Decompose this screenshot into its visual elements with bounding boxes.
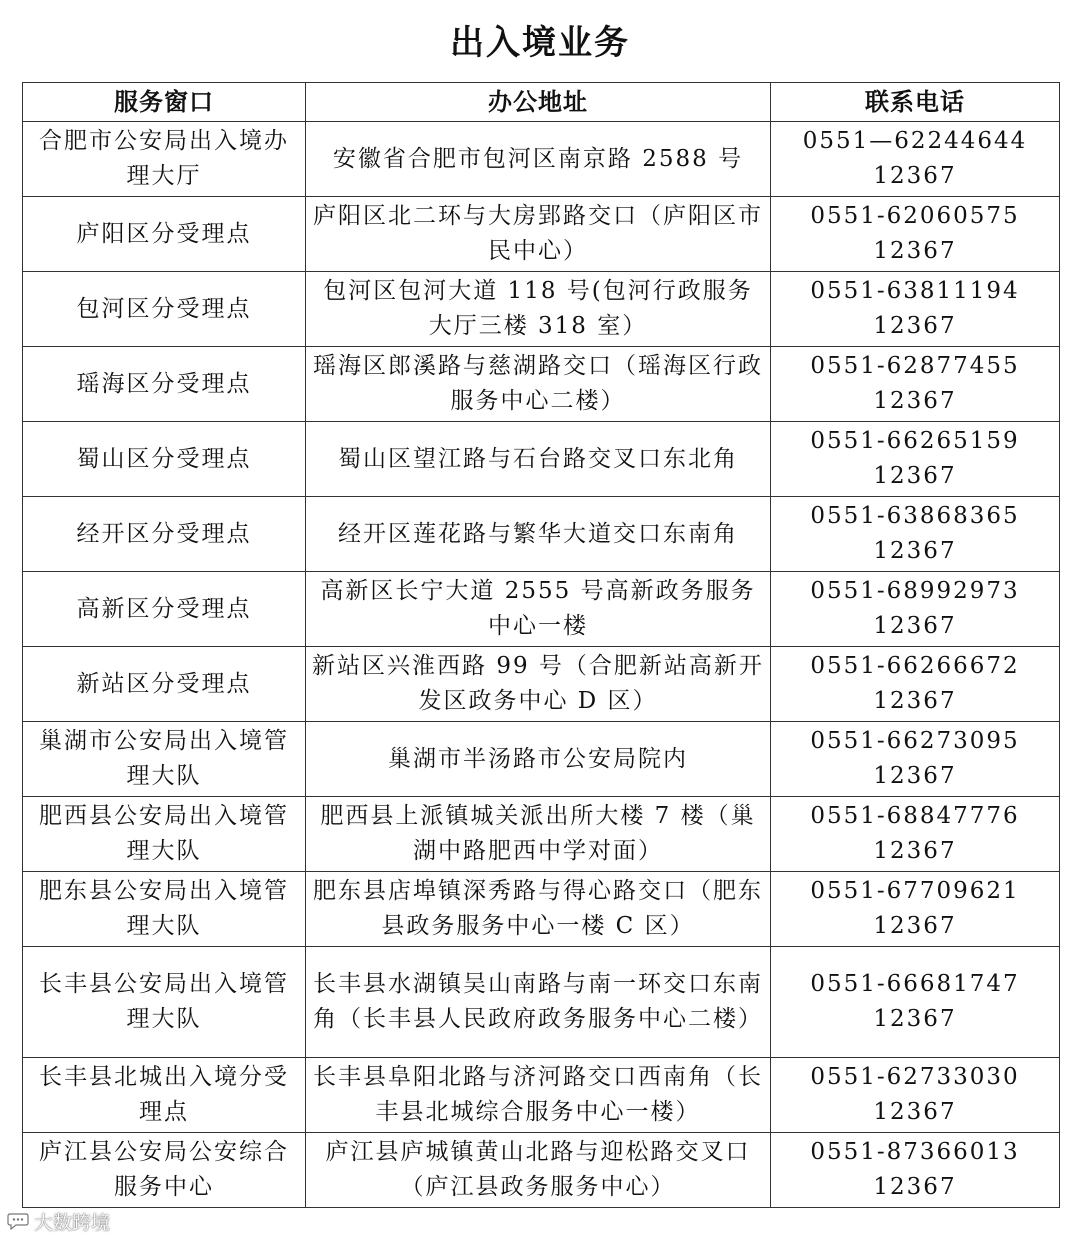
address-cell: 长丰县阜阳北路与济河路交口西南角（长丰县北城综合服务中心一楼）	[306, 1058, 771, 1133]
window-cell: 肥西县公安局出入境管理大队	[23, 797, 306, 872]
phone-number: 0551-67709621	[810, 878, 1020, 904]
table-row	[23, 1058, 1060, 1133]
window-cell: 瑶海区分受理点	[23, 347, 306, 422]
table-row	[23, 422, 1060, 497]
hotline-number: 12367	[873, 238, 957, 264]
window-cell: 庐阳区分受理点	[23, 197, 306, 272]
window-cell: 庐江县公安局公安综合服务中心	[23, 1133, 306, 1208]
table-row	[23, 647, 1060, 722]
hotline-number: 12367	[873, 688, 957, 714]
chat-bubble-icon	[6, 1212, 30, 1230]
table-row	[23, 272, 1060, 347]
hotline-number: 12367	[873, 1174, 957, 1200]
address-cell: 高新区长宁大道 2555 号高新政务服务中心一楼	[306, 572, 771, 647]
phone-number: 0551—62244644	[802, 128, 1028, 154]
phone-cell	[771, 122, 1060, 197]
office-table	[22, 82, 1060, 1208]
phone-cell	[771, 1058, 1060, 1133]
phone-cell	[771, 572, 1060, 647]
address-cell: 蜀山区望江路与石台路交叉口东北角	[306, 422, 771, 497]
table-header-row	[23, 83, 1060, 122]
phone-number: 0551-66266672	[810, 653, 1020, 679]
phone-number: 0551-68847776	[810, 803, 1020, 829]
table-row	[23, 197, 1060, 272]
table-row	[23, 722, 1060, 797]
phone-cell	[771, 1133, 1060, 1208]
table-row	[23, 947, 1060, 1058]
phone-number: 0551-62877455	[810, 353, 1020, 379]
window-cell: 新站区分受理点	[23, 647, 306, 722]
window-cell: 肥东县公安局出入境管理大队	[23, 872, 306, 947]
watermark	[6, 1208, 110, 1234]
phone-number: 0551-66681747	[810, 971, 1020, 997]
phone-number: 0551-63811194	[810, 278, 1020, 304]
window-cell: 长丰县公安局出入境管理大队	[23, 947, 306, 1058]
table-row	[23, 872, 1060, 947]
header-phone: 联系电话	[771, 83, 1060, 122]
phone-number: 0551-62733030	[810, 1064, 1020, 1090]
address-cell: 庐阳区北二环与大房郢路交口（庐阳区市民中心）	[306, 197, 771, 272]
table-row	[23, 347, 1060, 422]
window-cell: 蜀山区分受理点	[23, 422, 306, 497]
hotline-number: 12367	[873, 163, 957, 189]
phone-cell	[771, 797, 1060, 872]
hotline-number: 12367	[873, 763, 957, 789]
address-cell: 巢湖市半汤路市公安局院内	[306, 722, 771, 797]
phone-cell	[771, 272, 1060, 347]
phone-cell	[771, 197, 1060, 272]
address-cell: 长丰县水湖镇吴山南路与南一环交口东南角（长丰县人民政府政务服务中心二楼）	[306, 947, 771, 1058]
table-row	[23, 572, 1060, 647]
phone-number: 0551-66273095	[810, 728, 1020, 754]
phone-cell	[771, 422, 1060, 497]
window-cell: 包河区分受理点	[23, 272, 306, 347]
window-cell: 巢湖市公安局出入境管理大队	[23, 722, 306, 797]
window-cell: 经开区分受理点	[23, 497, 306, 572]
address-cell: 新站区兴淮西路 99 号（合肥新站高新开发区政务中心 D 区）	[306, 647, 771, 722]
address-cell: 肥西县上派镇城关派出所大楼 7 楼（巢湖中路肥西中学对面）	[306, 797, 771, 872]
table-row	[23, 497, 1060, 572]
hotline-number: 12367	[873, 313, 957, 339]
hotline-number: 12367	[873, 388, 957, 414]
phone-number: 0551-68992973	[810, 578, 1020, 604]
watermark-text: 大数跨境	[34, 1211, 111, 1234]
window-cell: 长丰县北城出入境分受理点	[23, 1058, 306, 1133]
phone-cell	[771, 647, 1060, 722]
hotline-number: 12367	[873, 538, 957, 564]
table-row	[23, 122, 1060, 197]
phone-cell	[771, 947, 1060, 1058]
address-cell: 包河区包河大道 118 号(包河行政服务大厅三楼 318 室）	[306, 272, 771, 347]
address-cell: 庐江县庐城镇黄山北路与迎松路交叉口（庐江县政务服务中心）	[306, 1133, 771, 1208]
hotline-number: 12367	[873, 913, 957, 939]
window-cell: 高新区分受理点	[23, 572, 306, 647]
hotline-number: 12367	[873, 838, 957, 864]
phone-cell	[771, 722, 1060, 797]
hotline-number: 12367	[873, 463, 957, 489]
table-row	[23, 797, 1060, 872]
address-cell: 经开区莲花路与繁华大道交口东南角	[306, 497, 771, 572]
phone-cell	[771, 347, 1060, 422]
address-cell: 安徽省合肥市包河区南京路 2588 号	[306, 122, 771, 197]
page-title: 出入境业务	[450, 23, 630, 63]
table-row	[23, 1133, 1060, 1208]
header-address: 办公地址	[306, 83, 771, 122]
phone-number: 0551-66265159	[810, 428, 1020, 454]
address-cell: 瑶海区郎溪路与慈湖路交口（瑶海区行政服务中心二楼）	[306, 347, 771, 422]
address-cell: 肥东县店埠镇深秀路与得心路交口（肥东县政务服务中心一楼 C 区）	[306, 872, 771, 947]
hotline-number: 12367	[873, 613, 957, 639]
hotline-number: 12367	[873, 1099, 957, 1125]
window-cell: 合肥市公安局出入境办理大厅	[23, 122, 306, 197]
phone-number: 0551-63868365	[810, 503, 1020, 529]
header-window: 服务窗口	[23, 83, 306, 122]
hotline-number: 12367	[873, 1006, 957, 1032]
phone-number: 0551-62060575	[810, 203, 1020, 229]
phone-number: 0551-87366013	[810, 1139, 1020, 1165]
phone-cell	[771, 497, 1060, 572]
phone-cell	[771, 872, 1060, 947]
